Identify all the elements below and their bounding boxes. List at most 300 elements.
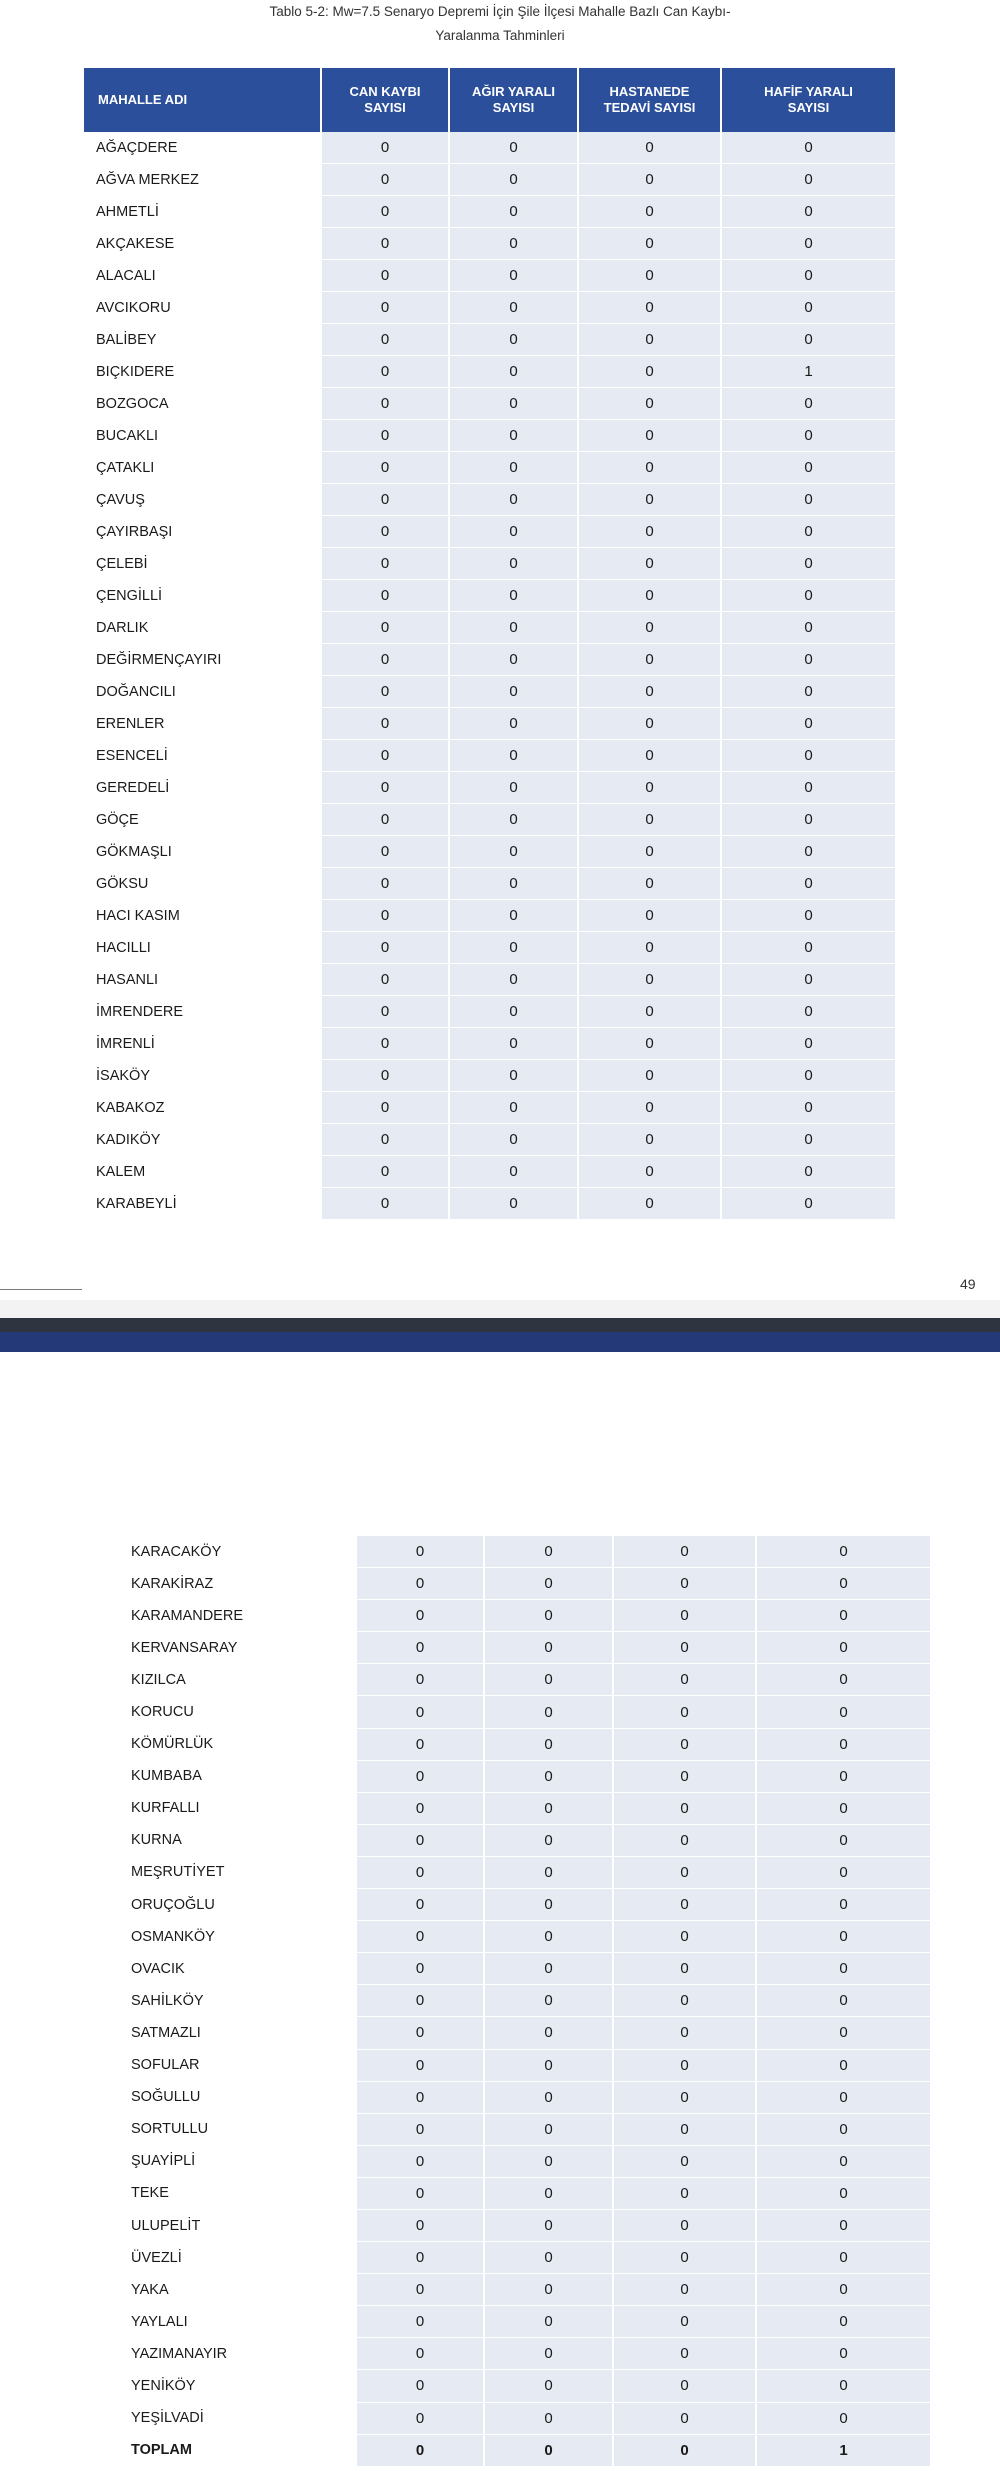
cell-severe-injury-count: 0 — [450, 932, 579, 964]
cell-severe-injury-count: 0 — [450, 644, 579, 676]
cell-death-count: 0 — [322, 1124, 450, 1156]
cell-light-injury-count: 0 — [722, 708, 895, 740]
cell-neighborhood-name: KARABEYLİ — [84, 1188, 322, 1220]
cell-death-count: 0 — [322, 132, 450, 164]
cell-light-injury-count: 0 — [757, 2017, 930, 2049]
cell-death-count: 0 — [322, 484, 450, 516]
cell-light-injury-count: 0 — [722, 420, 895, 452]
cell-light-injury-count: 0 — [757, 1761, 930, 1793]
cell-light-injury-count: 0 — [757, 2050, 930, 2082]
cell-severe-injury-count: 0 — [450, 804, 579, 836]
cell-neighborhood-name: DOĞANCILI — [84, 676, 322, 708]
table-row — [84, 388, 895, 420]
cell-hospital-treatment-count: 0 — [579, 548, 722, 580]
cell-severe-injury-count: 0 — [450, 228, 579, 260]
cell-severe-injury-count: 0 — [450, 1124, 579, 1156]
cell-severe-injury-count: 0 — [450, 1028, 579, 1060]
cell-death-count: 0 — [322, 164, 450, 196]
cell-light-injury-count: 0 — [757, 1793, 930, 1825]
cell-death-count: 0 — [357, 2114, 485, 2146]
page-header-band-blue — [0, 1332, 1000, 1352]
cell-neighborhood-name: YAYLALI — [119, 2306, 357, 2338]
cell-neighborhood-name: YAKA — [119, 2274, 357, 2306]
cell-hospital-treatment-count: 0 — [579, 964, 722, 996]
table-row — [84, 292, 895, 324]
cell-hospital-treatment-count: 0 — [614, 1761, 757, 1793]
cell-neighborhood-name: AKÇAKESE — [84, 228, 322, 260]
cell-neighborhood-name: ÇATAKLI — [84, 452, 322, 484]
cell-hospital-treatment-count: 0 — [579, 708, 722, 740]
cell-neighborhood-name: ÇENGİLLİ — [84, 580, 322, 612]
table-row — [84, 452, 895, 484]
cell-death-count: 0 — [357, 1632, 485, 1664]
cell-severe-injury-count: 0 — [450, 676, 579, 708]
cell-light-injury-count: 0 — [722, 804, 895, 836]
cell-death-count: 0 — [357, 1921, 485, 1953]
cell-death-count: 0 — [322, 420, 450, 452]
cell-neighborhood-name: ESENCELİ — [84, 740, 322, 772]
table-row — [84, 772, 895, 804]
cell-severe-injury-count: 0 — [450, 580, 579, 612]
cell-light-injury-count: 0 — [757, 1632, 930, 1664]
cell-death-count: 0 — [357, 2403, 485, 2435]
cell-light-injury-count: 0 — [722, 964, 895, 996]
cell-light-injury-count: 0 — [722, 580, 895, 612]
cell-hospital-treatment-count: 0 — [614, 2210, 757, 2242]
cell-neighborhood-name: KARAKİRAZ — [119, 1568, 357, 1600]
cell-severe-injury-count: 0 — [450, 516, 579, 548]
cell-hospital-treatment-count: 0 — [614, 2017, 757, 2049]
table-row — [84, 1188, 895, 1220]
cell-light-injury-count: 0 — [722, 932, 895, 964]
cell-death-count: 0 — [322, 868, 450, 900]
cell-neighborhood-name: GÖKMAŞLI — [84, 836, 322, 868]
cell-neighborhood-name: OVACIK — [119, 1953, 357, 1985]
cell-neighborhood-name: HACI KASIM — [84, 900, 322, 932]
cell-neighborhood-name: DEĞİRMENÇAYIRI — [84, 644, 322, 676]
cell-neighborhood-name: YAZIMANAYIR — [119, 2338, 357, 2370]
table-row — [84, 1124, 895, 1156]
table-row — [84, 420, 895, 452]
cell-neighborhood-name: AĞVA MERKEZ — [84, 164, 322, 196]
cell-death-count: 0 — [322, 900, 450, 932]
cell-hospital-treatment-count: 0 — [579, 164, 722, 196]
cell-death-count: 0 — [357, 2146, 485, 2178]
cell-neighborhood-name: DARLIK — [84, 612, 322, 644]
cell-light-injury-count: 0 — [757, 2178, 930, 2210]
cell-death-count: 0 — [357, 2050, 485, 2082]
cell-death-count: 0 — [322, 1188, 450, 1220]
cell-severe-injury-count: 0 — [485, 1857, 614, 1889]
cell-neighborhood-name: KUMBABA — [119, 1761, 357, 1793]
cell-neighborhood-name: KURNA — [119, 1825, 357, 1857]
cell-death-count: 0 — [322, 548, 450, 580]
cell-neighborhood-name: KURFALLI — [119, 1793, 357, 1825]
cell-severe-injury-count: 0 — [485, 1921, 614, 1953]
cell-severe-injury-count: 0 — [485, 1953, 614, 1985]
casualty-table-page-2 — [119, 1536, 930, 2467]
cell-death-count: 0 — [357, 1761, 485, 1793]
table-row — [84, 964, 895, 996]
cell-light-injury-count: 0 — [757, 1696, 930, 1728]
cell-neighborhood-name: KÖMÜRLÜK — [119, 1729, 357, 1761]
cell-light-injury-count: 0 — [757, 1536, 930, 1568]
cell-death-count: 0 — [357, 2017, 485, 2049]
cell-neighborhood-name: KORUCU — [119, 1696, 357, 1728]
cell-hospital-treatment-count: 0 — [614, 1632, 757, 1664]
cell-hospital-treatment-count: 0 — [579, 740, 722, 772]
table-row — [119, 1568, 930, 1600]
cell-death-count: 0 — [322, 1060, 450, 1092]
table-row — [119, 1632, 930, 1664]
cell-light-injury-count: 0 — [757, 2242, 930, 2274]
header-hospital-treatment-count: HASTANEDE TEDAVİ SAYISI — [579, 68, 722, 132]
cell-severe-injury-count: 0 — [450, 452, 579, 484]
cell-death-count: 0 — [322, 772, 450, 804]
table-row — [84, 868, 895, 900]
cell-neighborhood-name: AVCIKORU — [84, 292, 322, 324]
table-row — [119, 2306, 930, 2338]
cell-neighborhood-name: SORTULLU — [119, 2114, 357, 2146]
cell-hospital-treatment-count: 0 — [579, 484, 722, 516]
cell-light-injury-count: 0 — [757, 1857, 930, 1889]
table-row — [84, 740, 895, 772]
cell-light-injury-count: 0 — [722, 676, 895, 708]
cell-neighborhood-name: KIZILCA — [119, 1664, 357, 1696]
cell-hospital-treatment-count: 0 — [579, 324, 722, 356]
cell-severe-injury-count: 0 — [450, 900, 579, 932]
cell-hospital-treatment-count: 0 — [579, 452, 722, 484]
cell-hospital-treatment-count: 0 — [579, 292, 722, 324]
table-row — [119, 1536, 930, 1568]
cell-light-injury-count: 0 — [722, 836, 895, 868]
table-caption — [80, 0, 920, 48]
table-row — [119, 2210, 930, 2242]
table-row — [84, 1092, 895, 1124]
table-row — [119, 1889, 930, 1921]
cell-light-injury-count: 0 — [757, 1921, 930, 1953]
cell-severe-injury-count: 0 — [450, 388, 579, 420]
table-row — [119, 1664, 930, 1696]
cell-neighborhood-name: OSMANKÖY — [119, 1921, 357, 1953]
cell-hospital-treatment-count: 0 — [614, 1793, 757, 1825]
cell-hospital-treatment-count: 0 — [614, 1825, 757, 1857]
cell-light-injury-count: 0 — [722, 292, 895, 324]
table-row — [119, 2050, 930, 2082]
cell-hospital-treatment-count: 0 — [579, 644, 722, 676]
cell-light-injury-count: 0 — [757, 2210, 930, 2242]
cell-neighborhood-name: GEREDELİ — [84, 772, 322, 804]
header-neighborhood-name: MAHALLE ADI — [84, 68, 322, 132]
cell-hospital-treatment-count: 0 — [579, 1028, 722, 1060]
cell-severe-injury-count: 0 — [450, 708, 579, 740]
table-header-row — [84, 68, 895, 132]
cell-light-injury-count: 0 — [757, 2306, 930, 2338]
cell-hospital-treatment-count: 0 — [579, 996, 722, 1028]
table-row — [84, 196, 895, 228]
cell-light-injury-count: 0 — [757, 2338, 930, 2370]
cell-neighborhood-name: KABAKOZ — [84, 1092, 322, 1124]
cell-hospital-treatment-count: 0 — [614, 1729, 757, 1761]
table-row — [119, 2370, 930, 2402]
cell-neighborhood-name: KARACAKÖY — [119, 1536, 357, 1568]
cell-severe-injury-count: 0 — [450, 548, 579, 580]
cell-neighborhood-name: BIÇKIDERE — [84, 356, 322, 388]
cell-neighborhood-name: YENİKÖY — [119, 2370, 357, 2402]
cell-death-count: 0 — [357, 2242, 485, 2274]
cell-neighborhood-name: KADIKÖY — [84, 1124, 322, 1156]
cell-neighborhood-name: ÇAYIRBAŞI — [84, 516, 322, 548]
cell-severe-injury-count: 0 — [485, 2242, 614, 2274]
table-row — [84, 996, 895, 1028]
cell-hospital-treatment-count: 0 — [614, 2403, 757, 2435]
cell-light-injury-count: 0 — [722, 132, 895, 164]
cell-hospital-treatment-count: 0 — [579, 804, 722, 836]
table-row — [119, 2017, 930, 2049]
table-row — [119, 2146, 930, 2178]
cell-hospital-treatment-count: 0 — [579, 612, 722, 644]
page-break-gap — [0, 1300, 1000, 1318]
cell-light-injury-count: 1 — [722, 356, 895, 388]
cell-severe-injury-count: 0 — [485, 1536, 614, 1568]
cell-light-injury-count: 0 — [722, 644, 895, 676]
cell-neighborhood-name: ŞUAYİPLİ — [119, 2146, 357, 2178]
table-row — [119, 1729, 930, 1761]
table-row — [84, 836, 895, 868]
cell-neighborhood-name: SAHİLKÖY — [119, 1985, 357, 2017]
cell-neighborhood-name: BALİBEY — [84, 324, 322, 356]
cell-light-injury-count: 0 — [722, 324, 895, 356]
cell-neighborhood-name: TOPLAM — [119, 2435, 357, 2467]
table-row — [84, 228, 895, 260]
cell-neighborhood-name: KALEM — [84, 1156, 322, 1188]
cell-light-injury-count: 0 — [722, 1188, 895, 1220]
cell-severe-injury-count: 0 — [485, 2435, 614, 2467]
header-death-count: CAN KAYBI SAYISI — [322, 68, 450, 132]
cell-neighborhood-name: SOĞULLU — [119, 2082, 357, 2114]
cell-light-injury-count: 0 — [757, 2082, 930, 2114]
cell-neighborhood-name: ORUÇOĞLU — [119, 1889, 357, 1921]
table-row — [84, 484, 895, 516]
cell-hospital-treatment-count: 0 — [614, 2050, 757, 2082]
table-row — [84, 548, 895, 580]
table-row — [84, 644, 895, 676]
cell-death-count: 0 — [322, 356, 450, 388]
cell-hospital-treatment-count: 0 — [614, 2274, 757, 2306]
table-row — [84, 612, 895, 644]
table-row — [119, 2178, 930, 2210]
cell-hospital-treatment-count: 0 — [579, 580, 722, 612]
cell-death-count: 0 — [322, 260, 450, 292]
cell-death-count: 0 — [322, 804, 450, 836]
cell-death-count: 0 — [357, 1953, 485, 1985]
cell-hospital-treatment-count: 0 — [579, 228, 722, 260]
cell-neighborhood-name: GÖKSU — [84, 868, 322, 900]
cell-death-count: 0 — [322, 1156, 450, 1188]
cell-severe-injury-count: 0 — [450, 996, 579, 1028]
cell-light-injury-count: 0 — [722, 1124, 895, 1156]
cell-severe-injury-count: 0 — [485, 1729, 614, 1761]
cell-severe-injury-count: 0 — [485, 1825, 614, 1857]
cell-neighborhood-name: KARAMANDERE — [119, 1600, 357, 1632]
cell-light-injury-count: 0 — [722, 484, 895, 516]
cell-severe-injury-count: 0 — [450, 740, 579, 772]
cell-hospital-treatment-count: 0 — [579, 356, 722, 388]
cell-death-count: 0 — [322, 580, 450, 612]
cell-light-injury-count: 0 — [722, 612, 895, 644]
caption-line-1: Tablo 5-2: Mw=7.5 Senaryo Depremi İçin Şile İlçesi Mahalle Bazlı Can Kaybı- — [269, 4, 731, 19]
table-row — [119, 1696, 930, 1728]
table-row — [119, 1857, 930, 1889]
table-row — [119, 2403, 930, 2435]
cell-severe-injury-count: 0 — [485, 1793, 614, 1825]
cell-neighborhood-name: ULUPELİT — [119, 2210, 357, 2242]
cell-hospital-treatment-count: 0 — [614, 1857, 757, 1889]
table-row — [84, 132, 895, 164]
cell-hospital-treatment-count: 0 — [579, 196, 722, 228]
cell-hospital-treatment-count: 0 — [614, 1568, 757, 1600]
cell-hospital-treatment-count: 0 — [579, 1092, 722, 1124]
cell-severe-injury-count: 0 — [450, 356, 579, 388]
cell-hospital-treatment-count: 0 — [579, 1188, 722, 1220]
cell-light-injury-count: 0 — [722, 772, 895, 804]
cell-hospital-treatment-count: 0 — [579, 516, 722, 548]
header-light-injury-count: HAFİF YARALI SAYISI — [722, 68, 895, 132]
cell-severe-injury-count: 0 — [450, 292, 579, 324]
cell-light-injury-count: 0 — [722, 548, 895, 580]
cell-severe-injury-count: 0 — [450, 484, 579, 516]
cell-death-count: 0 — [322, 324, 450, 356]
cell-severe-injury-count: 0 — [450, 868, 579, 900]
cell-severe-injury-count: 0 — [485, 1761, 614, 1793]
cell-neighborhood-name: AHMETLİ — [84, 196, 322, 228]
cell-death-count: 0 — [357, 1825, 485, 1857]
cell-neighborhood-name: HACILLI — [84, 932, 322, 964]
cell-hospital-treatment-count: 0 — [579, 260, 722, 292]
table-row — [84, 1156, 895, 1188]
cell-hospital-treatment-count: 0 — [614, 1696, 757, 1728]
cell-neighborhood-name: TEKE — [119, 2178, 357, 2210]
cell-severe-injury-count: 0 — [485, 1568, 614, 1600]
cell-death-count: 0 — [357, 1793, 485, 1825]
cell-light-injury-count: 0 — [757, 2370, 930, 2402]
cell-severe-injury-count: 0 — [485, 2274, 614, 2306]
cell-light-injury-count: 0 — [757, 2403, 930, 2435]
page-number: 49 — [960, 1276, 976, 1292]
cell-hospital-treatment-count: 0 — [614, 2178, 757, 2210]
cell-severe-injury-count: 0 — [450, 1060, 579, 1092]
cell-light-injury-count: 0 — [722, 996, 895, 1028]
cell-severe-injury-count: 0 — [485, 1985, 614, 2017]
cell-neighborhood-name: İMRENLİ — [84, 1028, 322, 1060]
table-row — [84, 260, 895, 292]
cell-light-injury-count: 0 — [722, 388, 895, 420]
cell-light-injury-count: 0 — [757, 1664, 930, 1696]
cell-light-injury-count: 0 — [757, 2146, 930, 2178]
cell-severe-injury-count: 0 — [450, 1092, 579, 1124]
table-row — [119, 1825, 930, 1857]
cell-death-count: 0 — [322, 708, 450, 740]
table-row — [84, 164, 895, 196]
page-header-band-dark — [0, 1318, 1000, 1332]
cell-light-injury-count: 0 — [757, 1889, 930, 1921]
table-row — [119, 1985, 930, 2017]
cell-death-count: 0 — [357, 1985, 485, 2017]
cell-hospital-treatment-count: 0 — [579, 836, 722, 868]
cell-light-injury-count: 0 — [722, 868, 895, 900]
cell-severe-injury-count: 0 — [450, 324, 579, 356]
cell-severe-injury-count: 0 — [485, 1696, 614, 1728]
cell-light-injury-count: 0 — [722, 516, 895, 548]
cell-hospital-treatment-count: 0 — [579, 420, 722, 452]
cell-hospital-treatment-count: 0 — [614, 2114, 757, 2146]
table-row — [84, 356, 895, 388]
cell-severe-injury-count: 0 — [450, 836, 579, 868]
cell-light-injury-count: 0 — [757, 2114, 930, 2146]
cell-death-count: 0 — [357, 1889, 485, 1921]
table-row — [84, 900, 895, 932]
cell-light-injury-count: 0 — [757, 1985, 930, 2017]
cell-death-count: 0 — [357, 2178, 485, 2210]
cell-light-injury-count: 0 — [757, 1600, 930, 1632]
cell-light-injury-count: 0 — [757, 1729, 930, 1761]
cell-severe-injury-count: 0 — [485, 1664, 614, 1696]
header-severe-injury-count: AĞIR YARALI SAYISI — [450, 68, 579, 132]
cell-light-injury-count: 0 — [722, 1060, 895, 1092]
cell-severe-injury-count: 0 — [485, 1600, 614, 1632]
table-row — [84, 580, 895, 612]
table-row — [119, 2242, 930, 2274]
table-row — [84, 324, 895, 356]
cell-hospital-treatment-count: 0 — [579, 1156, 722, 1188]
cell-severe-injury-count: 0 — [450, 260, 579, 292]
cell-death-count: 0 — [322, 676, 450, 708]
cell-light-injury-count: 0 — [722, 900, 895, 932]
cell-light-injury-count: 0 — [722, 452, 895, 484]
cell-death-count: 0 — [322, 228, 450, 260]
cell-hospital-treatment-count: 0 — [614, 1536, 757, 1568]
cell-death-count: 0 — [322, 1028, 450, 1060]
cell-hospital-treatment-count: 0 — [579, 868, 722, 900]
cell-light-injury-count: 1 — [757, 2435, 930, 2467]
table-row — [84, 1060, 895, 1092]
cell-neighborhood-name: GÖÇE — [84, 804, 322, 836]
cell-death-count: 0 — [322, 740, 450, 772]
cell-severe-injury-count: 0 — [450, 612, 579, 644]
cell-death-count: 0 — [322, 388, 450, 420]
cell-death-count: 0 — [322, 644, 450, 676]
cell-light-injury-count: 0 — [722, 740, 895, 772]
cell-death-count: 0 — [357, 1568, 485, 1600]
cell-hospital-treatment-count: 0 — [614, 2435, 757, 2467]
casualty-table-page-1 — [84, 68, 895, 1220]
cell-light-injury-count: 0 — [722, 1092, 895, 1124]
cell-hospital-treatment-count: 0 — [579, 1124, 722, 1156]
cell-death-count: 0 — [357, 2338, 485, 2370]
cell-severe-injury-count: 0 — [450, 1188, 579, 1220]
cell-neighborhood-name: SATMAZLI — [119, 2017, 357, 2049]
cell-severe-injury-count: 0 — [450, 196, 579, 228]
cell-death-count: 0 — [357, 2306, 485, 2338]
cell-severe-injury-count: 0 — [450, 132, 579, 164]
footer-rule — [0, 1289, 82, 1290]
table-row — [119, 1953, 930, 1985]
cell-death-count: 0 — [357, 1664, 485, 1696]
cell-severe-injury-count: 0 — [485, 2114, 614, 2146]
cell-death-count: 0 — [322, 196, 450, 228]
table-row — [119, 1600, 930, 1632]
cell-hospital-treatment-count: 0 — [614, 1600, 757, 1632]
